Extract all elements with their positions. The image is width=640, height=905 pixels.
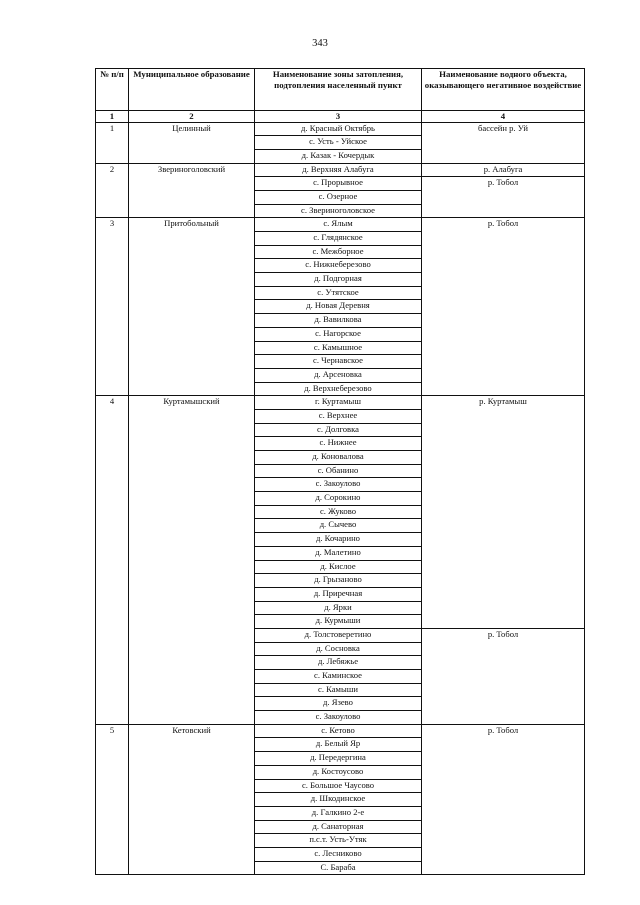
flood-zones-table	[95, 68, 585, 875]
header-settlement: Наименование зоны затопления, подтопления населенный пункт	[255, 69, 422, 111]
row-number	[96, 533, 129, 547]
table-row	[96, 327, 585, 341]
settlement-name: д. Санаторная	[255, 820, 422, 834]
table-row	[96, 656, 585, 670]
row-number	[96, 779, 129, 793]
municipality-name	[129, 437, 255, 451]
water-body-name: р. Тобол	[422, 177, 585, 191]
row-number	[96, 738, 129, 752]
settlement-name: с. Чернавское	[255, 355, 422, 369]
water-body-name	[422, 533, 585, 547]
water-body-name	[422, 136, 585, 150]
water-body-name	[422, 615, 585, 629]
municipality-name	[129, 533, 255, 547]
municipality-name	[129, 752, 255, 766]
water-body-name	[422, 861, 585, 875]
municipality-name	[129, 423, 255, 437]
row-number	[96, 136, 129, 150]
table-row	[96, 752, 585, 766]
table-row	[96, 533, 585, 547]
settlement-name: с. Закоулово	[255, 711, 422, 725]
water-body-name	[422, 437, 585, 451]
table-row	[96, 368, 585, 382]
municipality-name	[129, 697, 255, 711]
municipality-name: Куртамышский	[129, 396, 255, 410]
water-body-name	[422, 464, 585, 478]
table-row	[96, 245, 585, 259]
row-number	[96, 355, 129, 369]
settlement-name: д. Шкодинское	[255, 793, 422, 807]
settlement-name: д. Кочарино	[255, 533, 422, 547]
row-number	[96, 177, 129, 191]
row-number	[96, 560, 129, 574]
settlement-name: с. Озерное	[255, 190, 422, 204]
table-row	[96, 683, 585, 697]
municipality-name	[129, 245, 255, 259]
row-number	[96, 232, 129, 246]
water-body-name	[422, 697, 585, 711]
table-row	[96, 574, 585, 588]
settlement-name: с. Звериноголовское	[255, 204, 422, 218]
water-body-name	[422, 423, 585, 437]
municipality-name	[129, 368, 255, 382]
settlement-name: с. Межборное	[255, 245, 422, 259]
water-body-name: р. Тобол	[422, 724, 585, 738]
row-number	[96, 451, 129, 465]
settlement-name: д. Курмыши	[255, 615, 422, 629]
settlement-name: С. Бараба	[255, 861, 422, 875]
settlement-name: с. Долговка	[255, 423, 422, 437]
row-number	[96, 806, 129, 820]
table-row	[96, 546, 585, 560]
settlement-name: д. Малетино	[255, 546, 422, 560]
settlement-name: д. Толстоверетино	[255, 628, 422, 642]
municipality-name	[129, 793, 255, 807]
table-row	[96, 382, 585, 396]
row-number	[96, 628, 129, 642]
table-row	[96, 738, 585, 752]
table-row	[96, 136, 585, 150]
table-row	[96, 149, 585, 163]
settlement-name: д. Сорокино	[255, 492, 422, 506]
municipality-name	[129, 300, 255, 314]
water-body-name	[422, 314, 585, 328]
table-row	[96, 779, 585, 793]
row-number	[96, 286, 129, 300]
municipality-name	[129, 711, 255, 725]
settlement-name: д. Ярки	[255, 601, 422, 615]
municipality-name	[129, 683, 255, 697]
table-row	[96, 847, 585, 861]
table-row	[96, 122, 585, 136]
settlement-name: д. Лебяжье	[255, 656, 422, 670]
row-number	[96, 368, 129, 382]
row-number	[96, 670, 129, 684]
municipality-name	[129, 149, 255, 163]
table-row	[96, 670, 585, 684]
table-row	[96, 259, 585, 273]
settlement-name: д. Передергина	[255, 752, 422, 766]
municipality-name	[129, 273, 255, 287]
water-body-name	[422, 368, 585, 382]
municipality-name	[129, 341, 255, 355]
row-number	[96, 820, 129, 834]
row-number	[96, 752, 129, 766]
municipality-name	[129, 861, 255, 875]
table-row	[96, 437, 585, 451]
settlement-name: д. Верхнеберезово	[255, 382, 422, 396]
header-index-3: 3	[255, 111, 422, 123]
table-row	[96, 300, 585, 314]
municipality-name	[129, 560, 255, 574]
settlement-name: с. Закоулово	[255, 478, 422, 492]
row-number	[96, 464, 129, 478]
table-row	[96, 615, 585, 629]
page-number: 343	[312, 38, 328, 49]
table-body	[96, 122, 585, 875]
municipality-name	[129, 628, 255, 642]
water-body-name	[422, 341, 585, 355]
table-row	[96, 190, 585, 204]
row-number	[96, 505, 129, 519]
table-row	[96, 806, 585, 820]
row-number	[96, 300, 129, 314]
row-number: 1	[96, 122, 129, 136]
municipality-name	[129, 601, 255, 615]
settlement-name: с. Обанино	[255, 464, 422, 478]
municipality-name	[129, 190, 255, 204]
header-index-2: 2	[129, 111, 255, 123]
row-number	[96, 149, 129, 163]
row-number: 2	[96, 163, 129, 177]
settlement-name: д. Арсеновка	[255, 368, 422, 382]
table-row	[96, 396, 585, 410]
water-body-name	[422, 355, 585, 369]
table-row	[96, 478, 585, 492]
settlement-name: с. Камыши	[255, 683, 422, 697]
water-body-name	[422, 204, 585, 218]
table-row	[96, 355, 585, 369]
municipality-name	[129, 546, 255, 560]
settlement-name: д. Вавилкова	[255, 314, 422, 328]
row-number	[96, 423, 129, 437]
water-body-name	[422, 409, 585, 423]
municipality-name	[129, 409, 255, 423]
row-number: 5	[96, 724, 129, 738]
header-index-1: 1	[96, 111, 129, 123]
water-body-name	[422, 834, 585, 848]
water-body-name	[422, 327, 585, 341]
municipality-name	[129, 259, 255, 273]
header-number: № п/п	[96, 69, 129, 111]
table-row	[96, 642, 585, 656]
settlement-name: с. Усть - Уйское	[255, 136, 422, 150]
settlement-name: с. Утятское	[255, 286, 422, 300]
table-row	[96, 505, 585, 519]
municipality-name	[129, 355, 255, 369]
municipality-name	[129, 327, 255, 341]
water-body-name: р. Куртамыш	[422, 396, 585, 410]
municipality-name	[129, 314, 255, 328]
row-number	[96, 492, 129, 506]
water-body-name	[422, 286, 585, 300]
table-row	[96, 204, 585, 218]
row-number	[96, 711, 129, 725]
row-number	[96, 519, 129, 533]
row-number	[96, 341, 129, 355]
settlement-name: п.с.т. Усть-Утяк	[255, 834, 422, 848]
table-row	[96, 451, 585, 465]
municipality-name: Целинный	[129, 122, 255, 136]
water-body-name	[422, 190, 585, 204]
row-number	[96, 615, 129, 629]
municipality-name: Притобольный	[129, 218, 255, 232]
row-number	[96, 409, 129, 423]
municipality-name	[129, 382, 255, 396]
municipality-name	[129, 615, 255, 629]
settlement-name: с. Кетово	[255, 724, 422, 738]
row-number: 4	[96, 396, 129, 410]
table-row	[96, 587, 585, 601]
water-body-name	[422, 560, 585, 574]
row-number	[96, 683, 129, 697]
water-body-name	[422, 232, 585, 246]
table-row	[96, 492, 585, 506]
settlement-name: д. Верхняя Алабуга	[255, 163, 422, 177]
settlement-name: д. Белый Яр	[255, 738, 422, 752]
water-body-name	[422, 738, 585, 752]
table-row	[96, 601, 585, 615]
water-body-name	[422, 656, 585, 670]
row-number	[96, 314, 129, 328]
municipality-name	[129, 492, 255, 506]
municipality-name	[129, 642, 255, 656]
table-row	[96, 177, 585, 191]
municipality-name	[129, 656, 255, 670]
table-row	[96, 765, 585, 779]
settlement-name: с. Ялым	[255, 218, 422, 232]
water-body-name	[422, 149, 585, 163]
municipality-name	[129, 232, 255, 246]
header-municipality: Муниципальное образование	[129, 69, 255, 111]
table-row	[96, 218, 585, 232]
settlement-name: д. Кислое	[255, 560, 422, 574]
table-row	[96, 273, 585, 287]
municipality-name	[129, 286, 255, 300]
row-number	[96, 656, 129, 670]
row-number	[96, 327, 129, 341]
water-body-name	[422, 492, 585, 506]
municipality-name	[129, 478, 255, 492]
water-body-name	[422, 451, 585, 465]
row-number	[96, 546, 129, 560]
settlement-name: д. Язево	[255, 697, 422, 711]
municipality-name	[129, 177, 255, 191]
municipality-name	[129, 574, 255, 588]
settlement-name: с. Глядянское	[255, 232, 422, 246]
settlement-name: д. Коновалова	[255, 451, 422, 465]
settlement-name: г. Куртамыш	[255, 396, 422, 410]
municipality-name	[129, 738, 255, 752]
row-number	[96, 601, 129, 615]
municipality-name	[129, 820, 255, 834]
water-body-name	[422, 382, 585, 396]
table-row	[96, 861, 585, 875]
table-row	[96, 232, 585, 246]
table-row	[96, 834, 585, 848]
water-body-name	[422, 779, 585, 793]
municipality-name	[129, 519, 255, 533]
water-body-name	[422, 574, 585, 588]
row-number	[96, 847, 129, 861]
row-number	[96, 587, 129, 601]
row-number	[96, 793, 129, 807]
settlement-name: с. Жуково	[255, 505, 422, 519]
table-row	[96, 628, 585, 642]
water-body-name: бассейн р. Уй	[422, 122, 585, 136]
municipality-name	[129, 847, 255, 861]
settlement-name: д. Грызаново	[255, 574, 422, 588]
water-body-name	[422, 546, 585, 560]
row-number	[96, 273, 129, 287]
settlement-name: с. Каминское	[255, 670, 422, 684]
municipality-name	[129, 505, 255, 519]
water-body-name	[422, 478, 585, 492]
row-number	[96, 190, 129, 204]
settlement-name: д. Приречная	[255, 587, 422, 601]
settlement-name: д. Красный Октябрь	[255, 122, 422, 136]
settlement-name: д. Костоусово	[255, 765, 422, 779]
header-water-body: Наименование водного объекта, оказывающего негативное воздействие	[422, 69, 585, 111]
municipality-name	[129, 451, 255, 465]
row-number	[96, 642, 129, 656]
settlement-name: с. Большое Чаусово	[255, 779, 422, 793]
water-body-name	[422, 847, 585, 861]
row-number	[96, 834, 129, 848]
settlement-name: д. Галкино 2-е	[255, 806, 422, 820]
water-body-name	[422, 601, 585, 615]
municipality-name: Звериноголовский	[129, 163, 255, 177]
row-number: 3	[96, 218, 129, 232]
row-number	[96, 765, 129, 779]
water-body-name	[422, 245, 585, 259]
row-number	[96, 437, 129, 451]
water-body-name	[422, 820, 585, 834]
settlement-name: с. Верхнее	[255, 409, 422, 423]
water-body-name	[422, 519, 585, 533]
municipality-name	[129, 834, 255, 848]
municipality-name	[129, 806, 255, 820]
settlement-name: с. Нижнее	[255, 437, 422, 451]
water-body-name: р. Алабуга	[422, 163, 585, 177]
table-row	[96, 519, 585, 533]
municipality-name	[129, 587, 255, 601]
table-row	[96, 464, 585, 478]
table-row	[96, 560, 585, 574]
municipality-name	[129, 136, 255, 150]
water-body-name	[422, 505, 585, 519]
settlement-name: с. Камышное	[255, 341, 422, 355]
table-row	[96, 724, 585, 738]
table-row	[96, 793, 585, 807]
water-body-name: р. Тобол	[422, 628, 585, 642]
row-number	[96, 574, 129, 588]
table-row	[96, 286, 585, 300]
row-number	[96, 697, 129, 711]
table-row	[96, 314, 585, 328]
settlement-name: с. Нагорское	[255, 327, 422, 341]
table-row	[96, 409, 585, 423]
municipality-name	[129, 765, 255, 779]
water-body-name	[422, 587, 585, 601]
water-body-name	[422, 300, 585, 314]
settlement-name: с. Прорывное	[255, 177, 422, 191]
row-number	[96, 478, 129, 492]
table-row	[96, 423, 585, 437]
water-body-name: р. Тобол	[422, 218, 585, 232]
row-number	[96, 245, 129, 259]
water-body-name	[422, 670, 585, 684]
water-body-name	[422, 642, 585, 656]
water-body-name	[422, 765, 585, 779]
water-body-name	[422, 752, 585, 766]
water-body-name	[422, 683, 585, 697]
municipality-name	[129, 464, 255, 478]
water-body-name	[422, 259, 585, 273]
header-index-4: 4	[422, 111, 585, 123]
table-row	[96, 163, 585, 177]
row-number	[96, 259, 129, 273]
settlement-name: д. Новая Деревня	[255, 300, 422, 314]
table-row	[96, 697, 585, 711]
municipality-name: Кетовский	[129, 724, 255, 738]
settlement-name: с. Лесниково	[255, 847, 422, 861]
table-row	[96, 341, 585, 355]
settlement-name: д. Подгорная	[255, 273, 422, 287]
settlement-name: д. Сычево	[255, 519, 422, 533]
water-body-name	[422, 793, 585, 807]
row-number	[96, 861, 129, 875]
municipality-name	[129, 670, 255, 684]
table-row	[96, 711, 585, 725]
settlement-name: с. Нижнеберезово	[255, 259, 422, 273]
table-row	[96, 820, 585, 834]
row-number	[96, 382, 129, 396]
row-number	[96, 204, 129, 218]
water-body-name	[422, 806, 585, 820]
water-body-name	[422, 273, 585, 287]
municipality-name	[129, 204, 255, 218]
settlement-name: д. Сосновка	[255, 642, 422, 656]
municipality-name	[129, 779, 255, 793]
water-body-name	[422, 711, 585, 725]
settlement-name: д. Казак - Кочердык	[255, 149, 422, 163]
